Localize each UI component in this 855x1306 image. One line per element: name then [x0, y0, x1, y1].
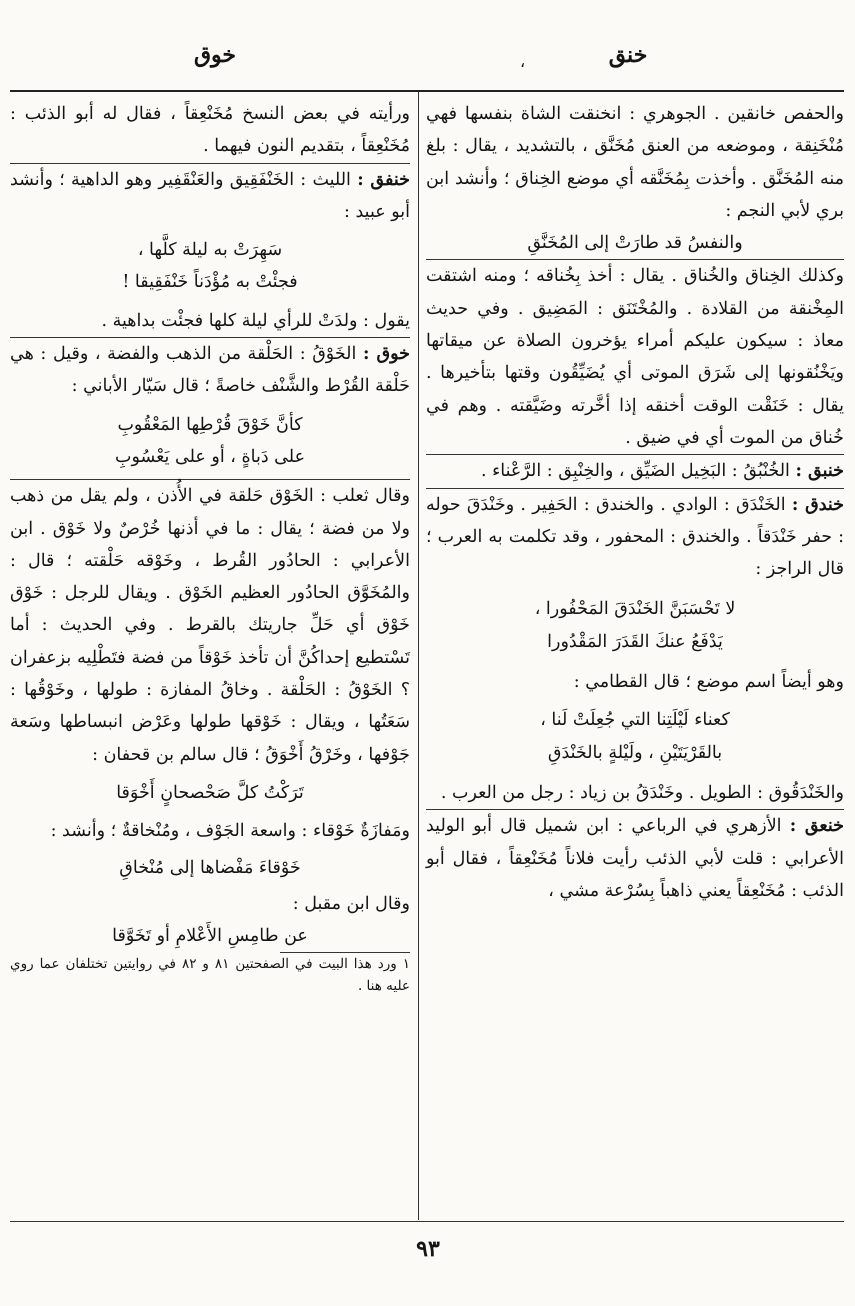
header-right-word: خنق [608, 42, 648, 68]
verse-line: عن طامِسِ الأَعْلامِ أو تَخَوَّقا [112, 926, 308, 947]
footer-rule [10, 1221, 844, 1222]
entry-paragraph: ومَفازَةٌ خَوْقاء : واسعة الجَوْف ، ومُنْخاقةٌ ؛ وأنشد : [50, 821, 410, 842]
entry-khawq [10, 338, 410, 403]
verse-line: كعناء لَيْلَتِنا التي جُعِلَتْ لَنا ، [540, 710, 730, 731]
headword: خندق : [791, 494, 844, 515]
left-column [10, 98, 410, 997]
header-mark: ، [520, 52, 526, 71]
entry-paragraph: وقال ابن مقبل : [292, 893, 410, 914]
entry-continuation: والحفص خانقين . الجوهري : انخنقت الشاة بنفسها فهي مُنْخَنِقة ، وموضعه من العنق مُخَنَّق ، بالتشديد ، يقال : بلغ منه المُخَنَّق . وأخذت بِمُخَنَّقه أي موضع الخِناق ؛ وأنشد ابن بري لأبي النجم : [426, 104, 844, 221]
entry-paragraph: وكذلك الخِناق والخُناق . يقال : أخذ بِخُناقه ؛ ومنه اشتقت المِخْنقة من القلادة . والمُخْتَنَق : المَضِيق . وفي حديث معاذ : سيكون عليكم أمراء يؤخرون الصلاة عن ميقاتها ويَخْنُقونها إلى شَرَق الموتى أي يُضَيِّقُون وقتها بتأخيرها . يقال : خَنَقْت الوقت أخنقه إذا أخَّرته وضَيَّقته . وهم في خُناق من الموت أي في ضيق . [426, 266, 844, 448]
page-number: ٩٣ [416, 1236, 440, 1262]
headword: خوق : [362, 344, 410, 365]
headword: خنعق : [789, 816, 844, 837]
verse-line: خَوْقاءَ مَفْضاها إلى مُنْخاقِ [119, 857, 301, 878]
entry-continuation: ورأيته في بعض النسخ مُخَنْعِقاً ، فقال له أبو الذئب : مُخَنْعِقاً ، بتقديم النون فيهما . [10, 104, 410, 157]
entry-paragraph: والخَنْدَقُوق : الطويل . وخَنْدَقُ بن زياد : رجل من العرب . [440, 782, 844, 803]
entry-text: الأزهري في الرباعي : ابن شميل قال أبو الوليد الأعرابي : قلت لأبي الذئب رأيت فلاناً مُخَنْعِقاً ، فقال أبو الذئب : مُخَنْعِقاً يعني ذاهباً بِسُرْعة مشي ، [426, 816, 844, 901]
verse-line: فجئْتْ به مُؤْدَناً خَنْفَقِيقا ! [122, 272, 298, 293]
right-column [426, 98, 844, 907]
entry-paragraph: يقول : ولدَتْ للرأي ليلة كلها فجئْت بداهية . [101, 310, 410, 331]
entry-text: الخُنْبُقُ : البَخِيل الضَيِّق ، والخِنْبِق : الرَّعْناء . [480, 461, 790, 482]
entry-khanaq [426, 810, 844, 907]
footnote: ١ ورد هذا البيت في الصفحتين ٨١ و ٨٢ في روايتين تختلفان عما روي عليه هنا . [10, 956, 410, 995]
headword: خنفق : [357, 169, 410, 190]
column-divider [418, 92, 419, 1220]
headword: خنبق : [795, 461, 844, 482]
verse-line: والنفسُ قد طارَتْ إلى المُخَنَّقِ [527, 233, 743, 254]
verse-line: سَهِرَتْ به ليلة كلَّها ، [137, 240, 283, 261]
header-left-word: خوق [193, 42, 237, 68]
entry-khanbaq [426, 455, 844, 487]
verse-line: كأنَّ خَوْقَ قُرْطِها المَعْقُوبِ [117, 414, 303, 435]
entry-paragraph: وهو أيضاً اسم موضع ؛ قال القطامي : [573, 672, 844, 693]
header-rule [10, 90, 844, 92]
verse-line: تَرَكْتُ كلَّ صَحْصحانٍ أَخْوَقا [116, 782, 304, 803]
entry-text: الخَوْقُ : الحَلْقة من الذهب والفضة ، وقيل : هي حَلْقة القُرْط والشَّنْف خاصةً ؛ قال سَيّار الأباني : [10, 344, 410, 397]
entry-text: الخَنْدَق : الوادي . والخندق : الحَفِير . وخَنْدَقَ حوله : حفر خَنْدَقاً . والخندق : المحفور ، وقد تكلمت به العرب ؛ قال الراجز : [426, 494, 844, 580]
verse-line: لا تَحْسَبَنَّ الخَنْدَقَ المَحْفُورا ، [534, 599, 736, 620]
entry-text: الليث : الخَنْفَقِيق والعَنْقَفِير وهو الداهية ؛ وأنشد أبو عبيد : [10, 169, 410, 222]
verse-line: بالقَرْيَتَيْنِ ، ولَيْلةٍ بالخَنْدَقِ [547, 742, 723, 763]
verse-line: يَدْفَعُ عنكَ القَدَرَ المَقْدُورا [547, 631, 723, 652]
entry-khanfaq [10, 164, 410, 229]
entry-paragraph: وقال ثعلب : الخَوْق حَلقة في الأُذن ، ولم يقل من ذهب ولا من فضة ؛ يقال : ما في أذنها خُرْصٌ ولا خَوْق . ابن الأعرابي : الحادُور القُرط ، وخَوْقه حَلْقته ؛ قال : والمُخَوَّق الحادُور العظيم الخَوْق . ويقال للرجل : خَوْق خَوْق أي حَلِّ جاريتك بالقرط . وفي الحديث : أما تَسْتطيع إحداكُنَّ أن تأخذ خَوْقاً من فضة فتَطْلِيه بزعفران ؟ الخَوْقُ : الحَلْقة . وخاقُ المفازة : طولها ، وخَوْقُها : سَعَتُها ، ويقال : خَوْقها طولها وعَرْض انبساطها وسَعة جَوْفها ، وخَرْقُ أَخْوَقُ ؛ قال سالم بن قحفان : [10, 486, 410, 765]
verse-line: على دَباةٍ ، أو على يَعْسُوبِ [114, 446, 306, 467]
entry-khandaq [426, 489, 844, 586]
